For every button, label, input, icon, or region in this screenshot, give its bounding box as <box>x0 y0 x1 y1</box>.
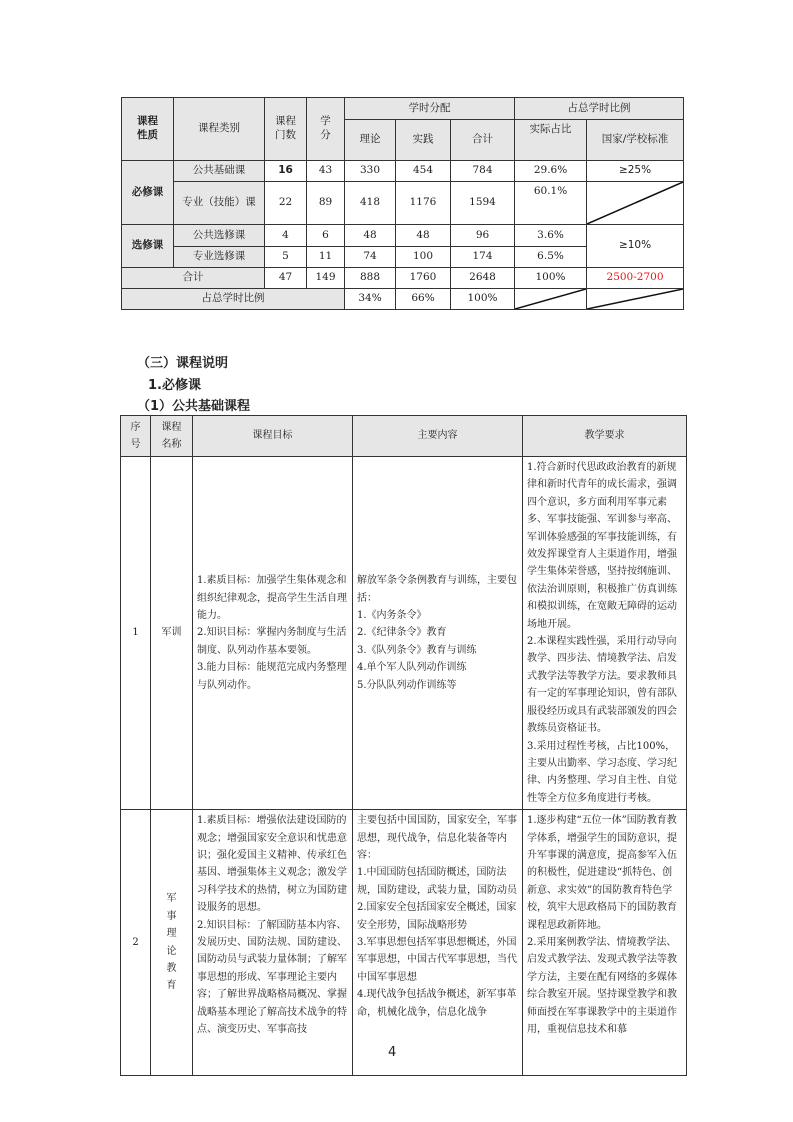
header-category: 课程类别 <box>174 98 265 161</box>
group-required: 必修课 <box>122 161 174 225</box>
cell-theory: 330 <box>345 161 396 182</box>
header-req: 教学要求 <box>523 416 687 457</box>
table-row <box>121 810 687 1076</box>
page-number: 4 <box>388 1045 397 1060</box>
cell-credits: 11 <box>307 247 345 268</box>
cell-goal: 1.素质目标：加强学生集体观念和组织纪律观念，提高学生生活自理能力。 2.知识目标：掌握内务制度与生活制度、队列动作基本要领。 3.能力目标：能规范完成内务整理与队列动作。 <box>193 457 353 810</box>
cell-no: 2 <box>121 810 151 1076</box>
cell-category: 公共选修课 <box>174 225 265 247</box>
cell-practice: 1176 <box>396 182 451 225</box>
cell-theory: 418 <box>345 182 396 225</box>
header-theory: 理论 <box>345 120 396 161</box>
credit-hours-summary-table <box>121 97 684 310</box>
cell-practice: 100 <box>396 247 451 268</box>
table-row <box>122 182 684 225</box>
cell-actual: 29.6% <box>515 161 587 182</box>
cell-actual: 3.6% <box>515 225 587 247</box>
cell-practice: 454 <box>396 161 451 182</box>
ratio-total: 100% <box>451 289 515 310</box>
cell-total: 1594 <box>451 182 515 225</box>
table-row <box>121 457 687 810</box>
sum-row <box>122 268 684 289</box>
sum-theory: 888 <box>345 268 396 289</box>
cell-actual: 6.5% <box>515 247 587 268</box>
cell-name: 军事理论教育 <box>151 810 193 1076</box>
sum-actual: 100% <box>515 268 587 289</box>
cell-total: 784 <box>451 161 515 182</box>
cell-req <box>523 810 687 1076</box>
cell-goal-text: 1.素质目标：增强依法建设国防的观念；增强国家安全意识和忧患意识；强化爱国主义精神、传承红色基因、增强集体主义观念；激发学习科学技术的热情，树立为国防建设服务的思想。 2.知识目标：了解国防基本内容、发展历史、国防法规、国防建设、国防动员与武装力量体制；了解军事思想的形成、军事理论主要内容；了解世界战略格局概况、掌握战略基本理论了解高技术战争的特点、演变历史、军事高技 <box>197 815 347 1035</box>
cell-total: 174 <box>451 247 515 268</box>
cell-count: 16 <box>265 161 307 182</box>
subsection-heading: 1.必修课 <box>148 378 201 393</box>
cell-standard: ≥25% <box>587 161 684 182</box>
header-count: 课程门数 <box>265 98 307 161</box>
header-ratio-group: 占总学时比例 <box>515 98 684 120</box>
header-no: 序号 <box>121 416 151 457</box>
header-name: 课程名称 <box>151 416 193 457</box>
cell-category: 专业（技能）课 <box>174 182 265 225</box>
sum-standard: 2500-2700 <box>587 268 684 289</box>
header-total: 合计 <box>451 120 515 161</box>
cell-content <box>353 810 523 1076</box>
cell-goal <box>193 810 353 1076</box>
table-row <box>122 161 684 182</box>
cell-count: 5 <box>265 247 307 268</box>
cell-total: 96 <box>451 225 515 247</box>
ratio-label: 占总学时比例 <box>122 289 345 310</box>
cell-category: 公共基础课 <box>174 161 265 182</box>
sum-label: 合计 <box>122 268 265 289</box>
table-row <box>122 225 684 247</box>
sum-count: 47 <box>265 268 307 289</box>
cell-credits: 89 <box>307 182 345 225</box>
group-elective: 选修课 <box>122 225 174 268</box>
sum-practice: 1760 <box>396 268 451 289</box>
cell-count: 4 <box>265 225 307 247</box>
diagonal-empty-cell <box>515 289 587 310</box>
ratio-practice: 66% <box>396 289 451 310</box>
diagonal-line <box>587 289 683 309</box>
section-heading: （三）课程说明 <box>137 356 229 371</box>
cell-credits: 6 <box>307 225 345 247</box>
diagonal-line <box>587 182 683 224</box>
cell-count: 22 <box>265 182 307 225</box>
diagonal-empty-cell <box>587 182 684 225</box>
header-actual: 实际占比 <box>515 120 587 161</box>
cell-req-text: 1.逐步构建“五位一体”国防教育教学体系，增强学生的国防意识，提升军事课的满意度，提高参军入伍的积极性，促进建设“抓特色、创新意、求实效”的国防教育特色学校，筑牢大思政格局下的国防教育课程思政新阵地。 2.采用案例教学法、情境教学法、启发式教学法、发现式教学法等教学方法，主要在配有网络的多媒体综合教室开展。坚持课堂教学和教师面授在军事课教学中的主渠道作用，重视信息技术和慕 <box>527 815 677 1035</box>
cell-theory: 74 <box>345 247 396 268</box>
subsubsection-heading: （1）公共基础课程 <box>137 399 251 414</box>
cell-theory: 48 <box>345 225 396 247</box>
ratio-theory: 34% <box>345 289 396 310</box>
cell-name: 军训 <box>151 457 193 810</box>
cell-actual: 60.1% <box>515 182 587 225</box>
cell-content: 解放军条令条例教育与训练，主要包括： 1.《内务条令》 2.《纪律条令》教育 3.《队列条令》教育与训练 4.单个军人队列动作训练 5.分队队列动作训练等 <box>353 457 523 810</box>
diagonal-line <box>515 289 586 309</box>
cell-category: 专业选修课 <box>174 247 265 268</box>
cell-credits: 43 <box>307 161 345 182</box>
header-credits: 学分 <box>307 98 345 161</box>
header-practice: 实践 <box>396 120 451 161</box>
header-nature: 课程性质 <box>122 98 174 161</box>
ratio-row <box>122 289 684 310</box>
cell-practice: 48 <box>396 225 451 247</box>
sum-credits: 149 <box>307 268 345 289</box>
cell-req: 1.符合新时代思政政治教育的新规律和新时代青年的成长需求，强调四个意识，多方面利用军事元素多、军事技能强、军训参与率高、军训体验感强的军事技能训练，有效发挥课堂育人主渠道作用，增强学生集体荣誉感，坚持按纲施训、依法治训原则，积极推广仿真训练和模拟训练，在宽敞无障碍的运动场地开展。 2.本课程实践性强，采用行动导向教学、四步法、情境教学法、启发式教学法等教学方法。要求教师具有一定的军事理论知识，曾有部队服役经历或具有武装部颁发的四会教练员资格证书。 3.采用过程性考核，占比100%，主要从出勤率、学习态度、学习纪律、内务整理、学习自主性、自觉性等全方位多角度进行考核。 <box>523 457 687 810</box>
cell-elective-standard: ≥10% <box>587 225 684 268</box>
cell-content-text: 主要包括中国国防，国家安全，军事思想，现代战争，信息化装备等内容： 1.中国国防包括国防概述，国防法规，国防建设，武装力量，国防动员 2.国家安全包括国家安全概述，国家安全形势，国际战略形势 3.军事思想包括军事思想概述，外国军事思想，中国古代军事思想，当代中国军事思想 4.现代战争包括战争概述，新军事革命，机械化战争，信息化战争 <box>357 815 517 1018</box>
sum-total: 2648 <box>451 268 515 289</box>
diagonal-empty-cell <box>587 289 684 310</box>
cell-no: 1 <box>121 457 151 810</box>
header-hours-group: 学时分配 <box>345 98 515 120</box>
header-standard: 国家/学校标准 <box>587 120 684 161</box>
header-content: 主要内容 <box>353 416 523 457</box>
header-goal: 课程目标 <box>193 416 353 457</box>
course-description-table <box>120 415 687 1076</box>
